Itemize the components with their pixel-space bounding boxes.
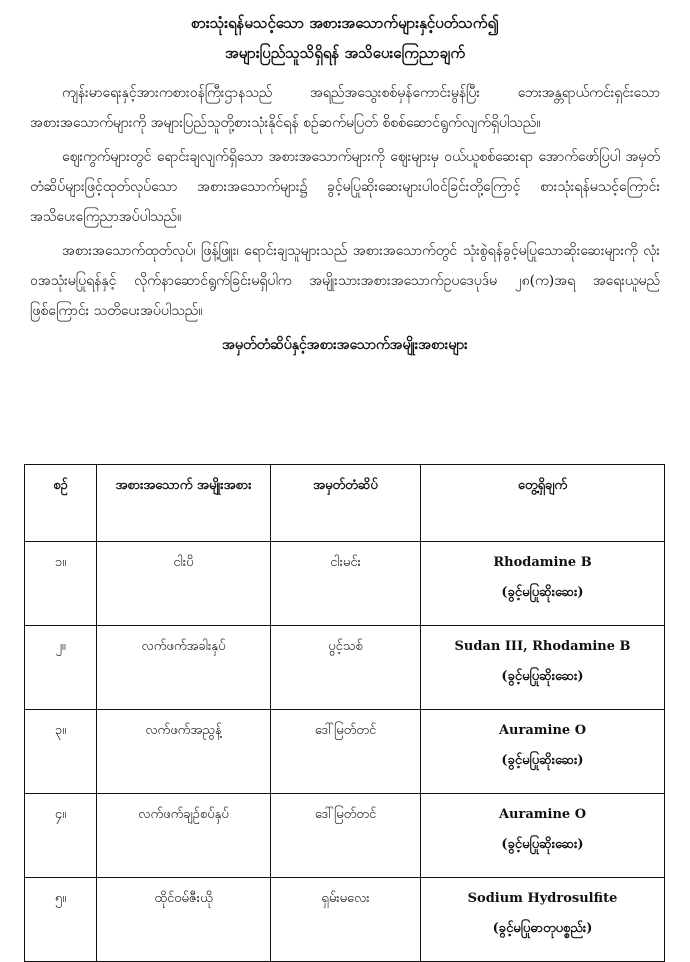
cell-food-type: ထိုင်ဝမ်ဇီးယို [97,878,271,962]
header-finding: တွေ့ရှိချက် [421,465,665,542]
cell-serial: ၃။ [25,710,97,794]
cell-food-type: လက်ဖက်အခါးနှပ် [97,626,271,710]
table-row [25,794,665,878]
finding-substance: Rhodamine B [493,555,592,570]
cell-food-type: လက်ဖက်အညွန့် [97,710,271,794]
cell-brand: ရှမ်းမလေး [271,878,421,962]
finding-status: (ခွင့်မပြုဓာတုပစ္စည်း) [492,921,593,936]
table-row [25,878,665,962]
cell-finding [421,710,665,794]
cell-brand: ဒေါ်မြတ်တင် [271,794,421,878]
finding-substance: Auramine O [498,807,587,822]
cell-brand: ဒေါ်မြတ်တင် [271,710,421,794]
cell-serial: ၄။ [25,794,97,878]
table-row [25,626,665,710]
announcement-title-line-2: အများပြည်သူသိရှိရန် အသိပေးကြေညာချက် [224,44,466,62]
finding-status: (ခွင့်မပြုဆိုးဆေး) [501,837,584,852]
cell-finding [421,626,665,710]
brands-table [24,464,665,962]
cell-serial: ၅။ [25,878,97,962]
cell-brand: ပွင့်သစ် [271,626,421,710]
table-row [25,710,665,794]
cell-serial: ၂။ [25,626,97,710]
cell-food-type: လက်ဖက်ချဉ်စပ်နှပ် [97,794,271,878]
paragraph-1: ကျန်းမာရေးနှင့်အားကစားဝန်ကြီးဌာနသည် အရည်အသွေးစစ်မှန်ကောင်းမွန်ပြီး ဘေးအန္တရာယ်ကင်းရှင်းသော အစားအသောက်များကို အများပြည်သူတို့စားသုံးနိုင်ရန် စဉ်ဆက်မပြတ် စိစစ်ဆောင်ရွက်လျက်ရှိပါသည်။ [30,85,660,131]
table-header-row [25,465,665,542]
table-title: အမှတ်တံဆိပ်နှင့်အစားအသောက်အမျိုးအစားများ [222,337,468,353]
finding-status: (ခွင့်မပြုဆိုးဆေး) [501,669,584,684]
cell-food-type: ငါးပိ [97,542,271,626]
header-brand: အမှတ်တံဆိပ် [271,465,421,542]
header-serial: စဉ် [25,465,97,542]
cell-finding [421,794,665,878]
table-row [25,542,665,626]
announcement-title-line-1: စားသုံးရန်မသင့်သော အစားအသောက်များနှင့်ပတ်သက်၍ [191,14,499,32]
header-food-type: အစားအသောက် အမျိုးအစား [97,465,271,542]
cell-finding [421,878,665,962]
finding-substance: Auramine O [498,723,587,738]
paragraph-3: အစားအသောက်ထုတ်လုပ်၊ ဖြန့်ဖြူး၊ ရောင်းချသူများသည် အစားအသောက်တွင် သုံးစွဲရန်ခွင့်မပြုသောဆိုးဆေးများကို လုံးဝအသုံးမပြုရန်နှင့် လိုက်နာဆောင်ရွက်ခြင်းမရှိပါက အမျိုးသားအစားအသောက်ဥပဒေပုဒ်မ ၂၈(က)အရ အရေးယူမည်ဖြစ်ကြောင်း သတိပေးအပ်ပါသည်။ [30,243,660,319]
paragraph-2: ဈေးကွက်များတွင် ရောင်းချလျက်ရှိသော အစားအသောက်များကို ဈေးများမှ ဝယ်ယူစစ်ဆေးရာ အောက်ဖော်ပြပါ အမှတ်တံဆိပ်များဖြင့်ထုတ်လုပ်သော အစားအသောက်များ၌ ခွင့်မပြုဆိုးဆေးများပါဝင်ခြင်းတို့ကြောင့် စားသုံးရန်မသင့်ကြောင်း အသိပေးကြေညာအပ်ပါသည်။ [30,149,660,225]
finding-substance: Sudan III, Rhodamine B [454,639,631,654]
finding-substance: Sodium Hydrosulfite [467,891,618,906]
finding-status: (ခွင့်မပြုဆိုးဆေး) [501,753,584,768]
cell-finding [421,542,665,626]
cell-brand: ငါးမင်း [271,542,421,626]
finding-status: (ခွင့်မပြုဆိုးဆေး) [501,585,584,600]
cell-serial: ၁။ [25,542,97,626]
